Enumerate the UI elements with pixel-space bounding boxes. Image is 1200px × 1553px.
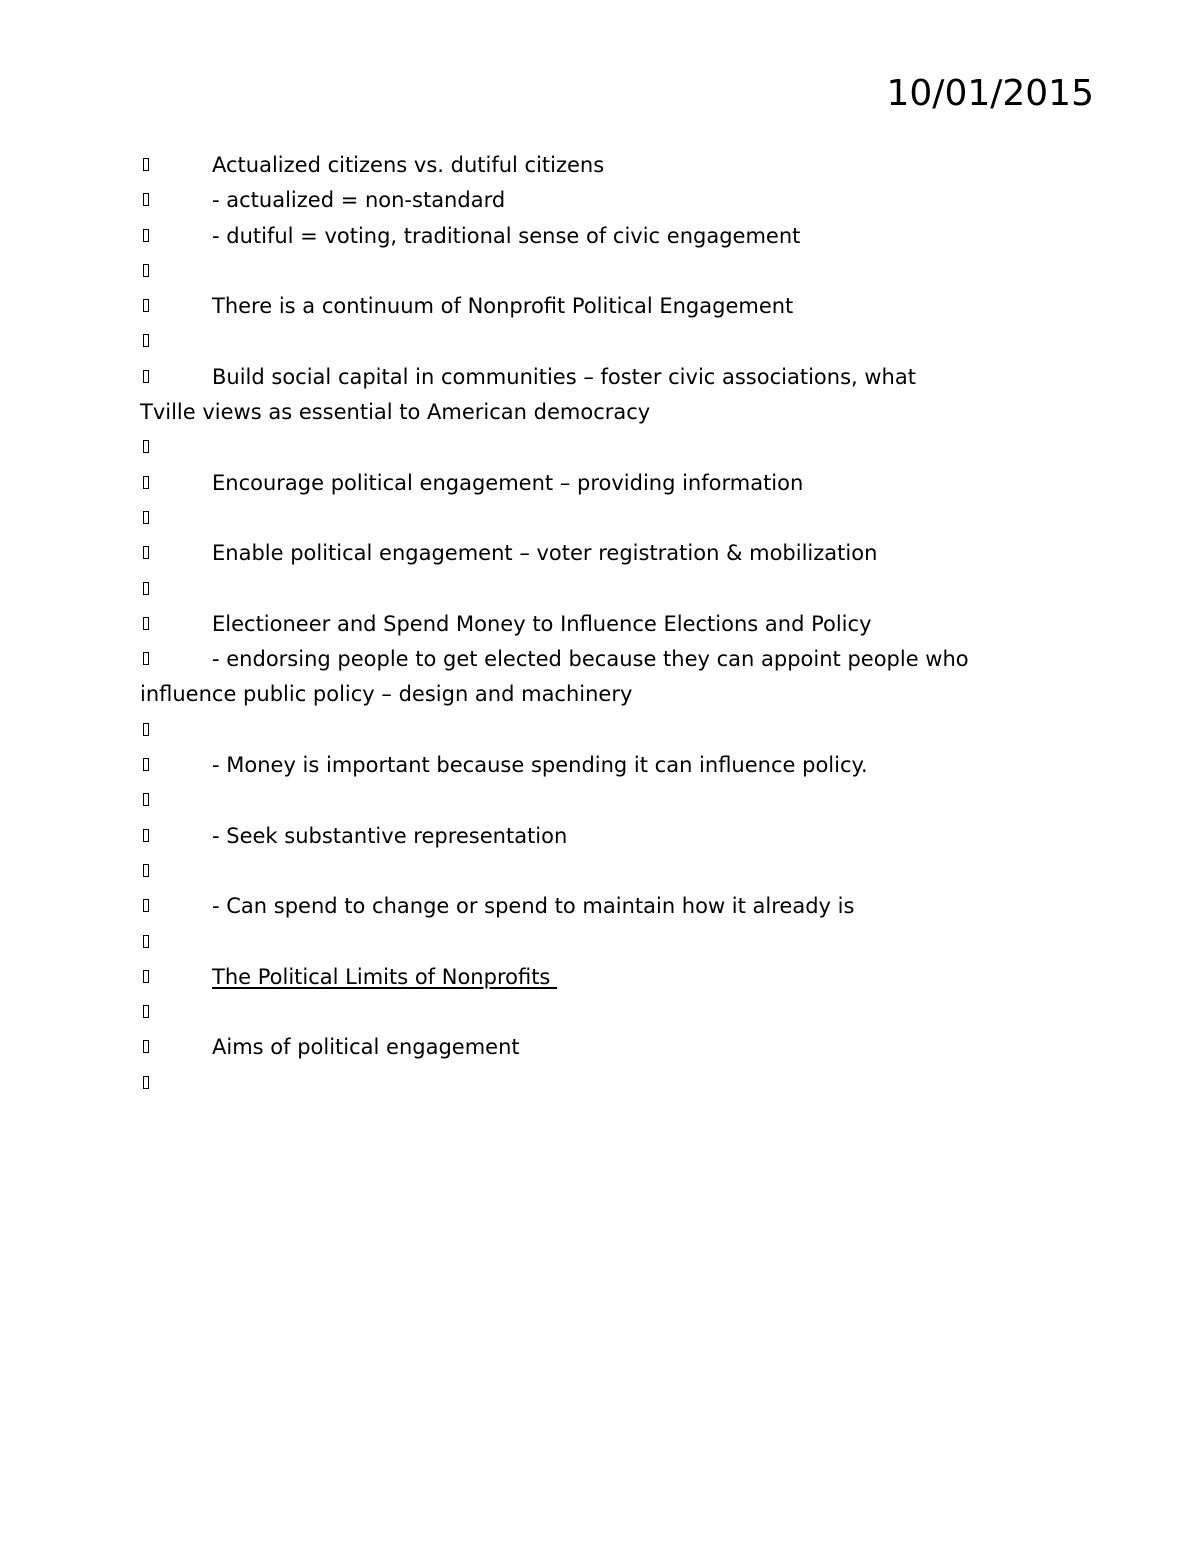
note-text: Build social capital in communities – foster civic associations, what (212, 364, 916, 389)
bullet-icon (140, 819, 212, 854)
note-text: - Can spend to change or spend to maintain how it already is (212, 894, 855, 919)
note-line (140, 183, 1070, 218)
bullet-icon (140, 854, 212, 889)
bullet-icon (140, 572, 212, 607)
note-line (140, 360, 1070, 395)
note-text: influence public policy – design and machinery (140, 682, 633, 707)
note-line (140, 219, 1070, 254)
bullet-icon (140, 466, 212, 501)
note-line (140, 324, 1070, 359)
note-line (140, 713, 1070, 748)
bullet-icon (140, 324, 212, 359)
bullet-icon (140, 783, 212, 818)
bullet-icon (140, 995, 212, 1030)
notes-list (140, 148, 1070, 1101)
note-line (140, 642, 1070, 677)
note-line (140, 960, 1070, 995)
note-text: Aims of political engagement (212, 1035, 520, 1060)
note-text: Tville views as essential to American democracy (140, 400, 651, 425)
bullet-icon (140, 960, 212, 995)
note-text: - Seek substantive representation (212, 823, 568, 848)
note-text: - dutiful = voting, traditional sense of civic engagement (212, 223, 801, 248)
bullet-icon (140, 183, 212, 218)
note-text: Encourage political engagement – providing information (212, 470, 804, 495)
note-line (140, 430, 1070, 465)
bullet-icon (140, 430, 212, 465)
bullet-icon (140, 889, 212, 924)
bullet-icon (140, 360, 212, 395)
bullet-icon (140, 289, 212, 324)
note-line (140, 819, 1070, 854)
note-text: Electioneer and Spend Money to Influence Elections and Policy (212, 611, 872, 636)
note-line-continuation (140, 677, 1070, 712)
bullet-icon (140, 607, 212, 642)
note-line (140, 607, 1070, 642)
note-line (140, 783, 1070, 818)
note-line (140, 748, 1070, 783)
note-line (140, 572, 1070, 607)
note-text: There is a continuum of Nonprofit Political Engagement (212, 294, 794, 319)
note-date: 10/01/2015 (886, 73, 1094, 114)
note-text: - endorsing people to get elected because they can appoint people who (212, 647, 969, 672)
bullet-icon (140, 501, 212, 536)
note-line-continuation (140, 395, 1070, 430)
note-line (140, 854, 1070, 889)
note-text: Enable political engagement – voter registration & mobilization (212, 541, 878, 566)
bullet-icon (140, 1066, 212, 1101)
bullet-icon (140, 1030, 212, 1065)
bullet-icon (140, 219, 212, 254)
note-text: - Money is important because spending it can influence policy. (212, 753, 868, 778)
note-line (140, 995, 1070, 1030)
note-line (140, 289, 1070, 324)
bullet-icon (140, 925, 212, 960)
note-line (140, 148, 1070, 183)
note-text: - actualized = non-standard (212, 188, 506, 213)
bullet-icon (140, 748, 212, 783)
bullet-icon (140, 642, 212, 677)
bullet-icon (140, 254, 212, 289)
note-text: Actualized citizens vs. dutiful citizens (212, 153, 605, 177)
note-line (140, 501, 1070, 536)
note-line (140, 925, 1070, 960)
note-line (140, 536, 1070, 571)
bullet-icon (140, 713, 212, 748)
bullet-icon (140, 536, 212, 571)
section-heading: The Political Limits of Nonprofits (212, 964, 558, 989)
note-line (140, 466, 1070, 501)
note-line (140, 1030, 1070, 1065)
bullet-icon (140, 148, 212, 183)
note-line (140, 889, 1070, 924)
note-line (140, 254, 1070, 289)
note-line (140, 1066, 1070, 1101)
